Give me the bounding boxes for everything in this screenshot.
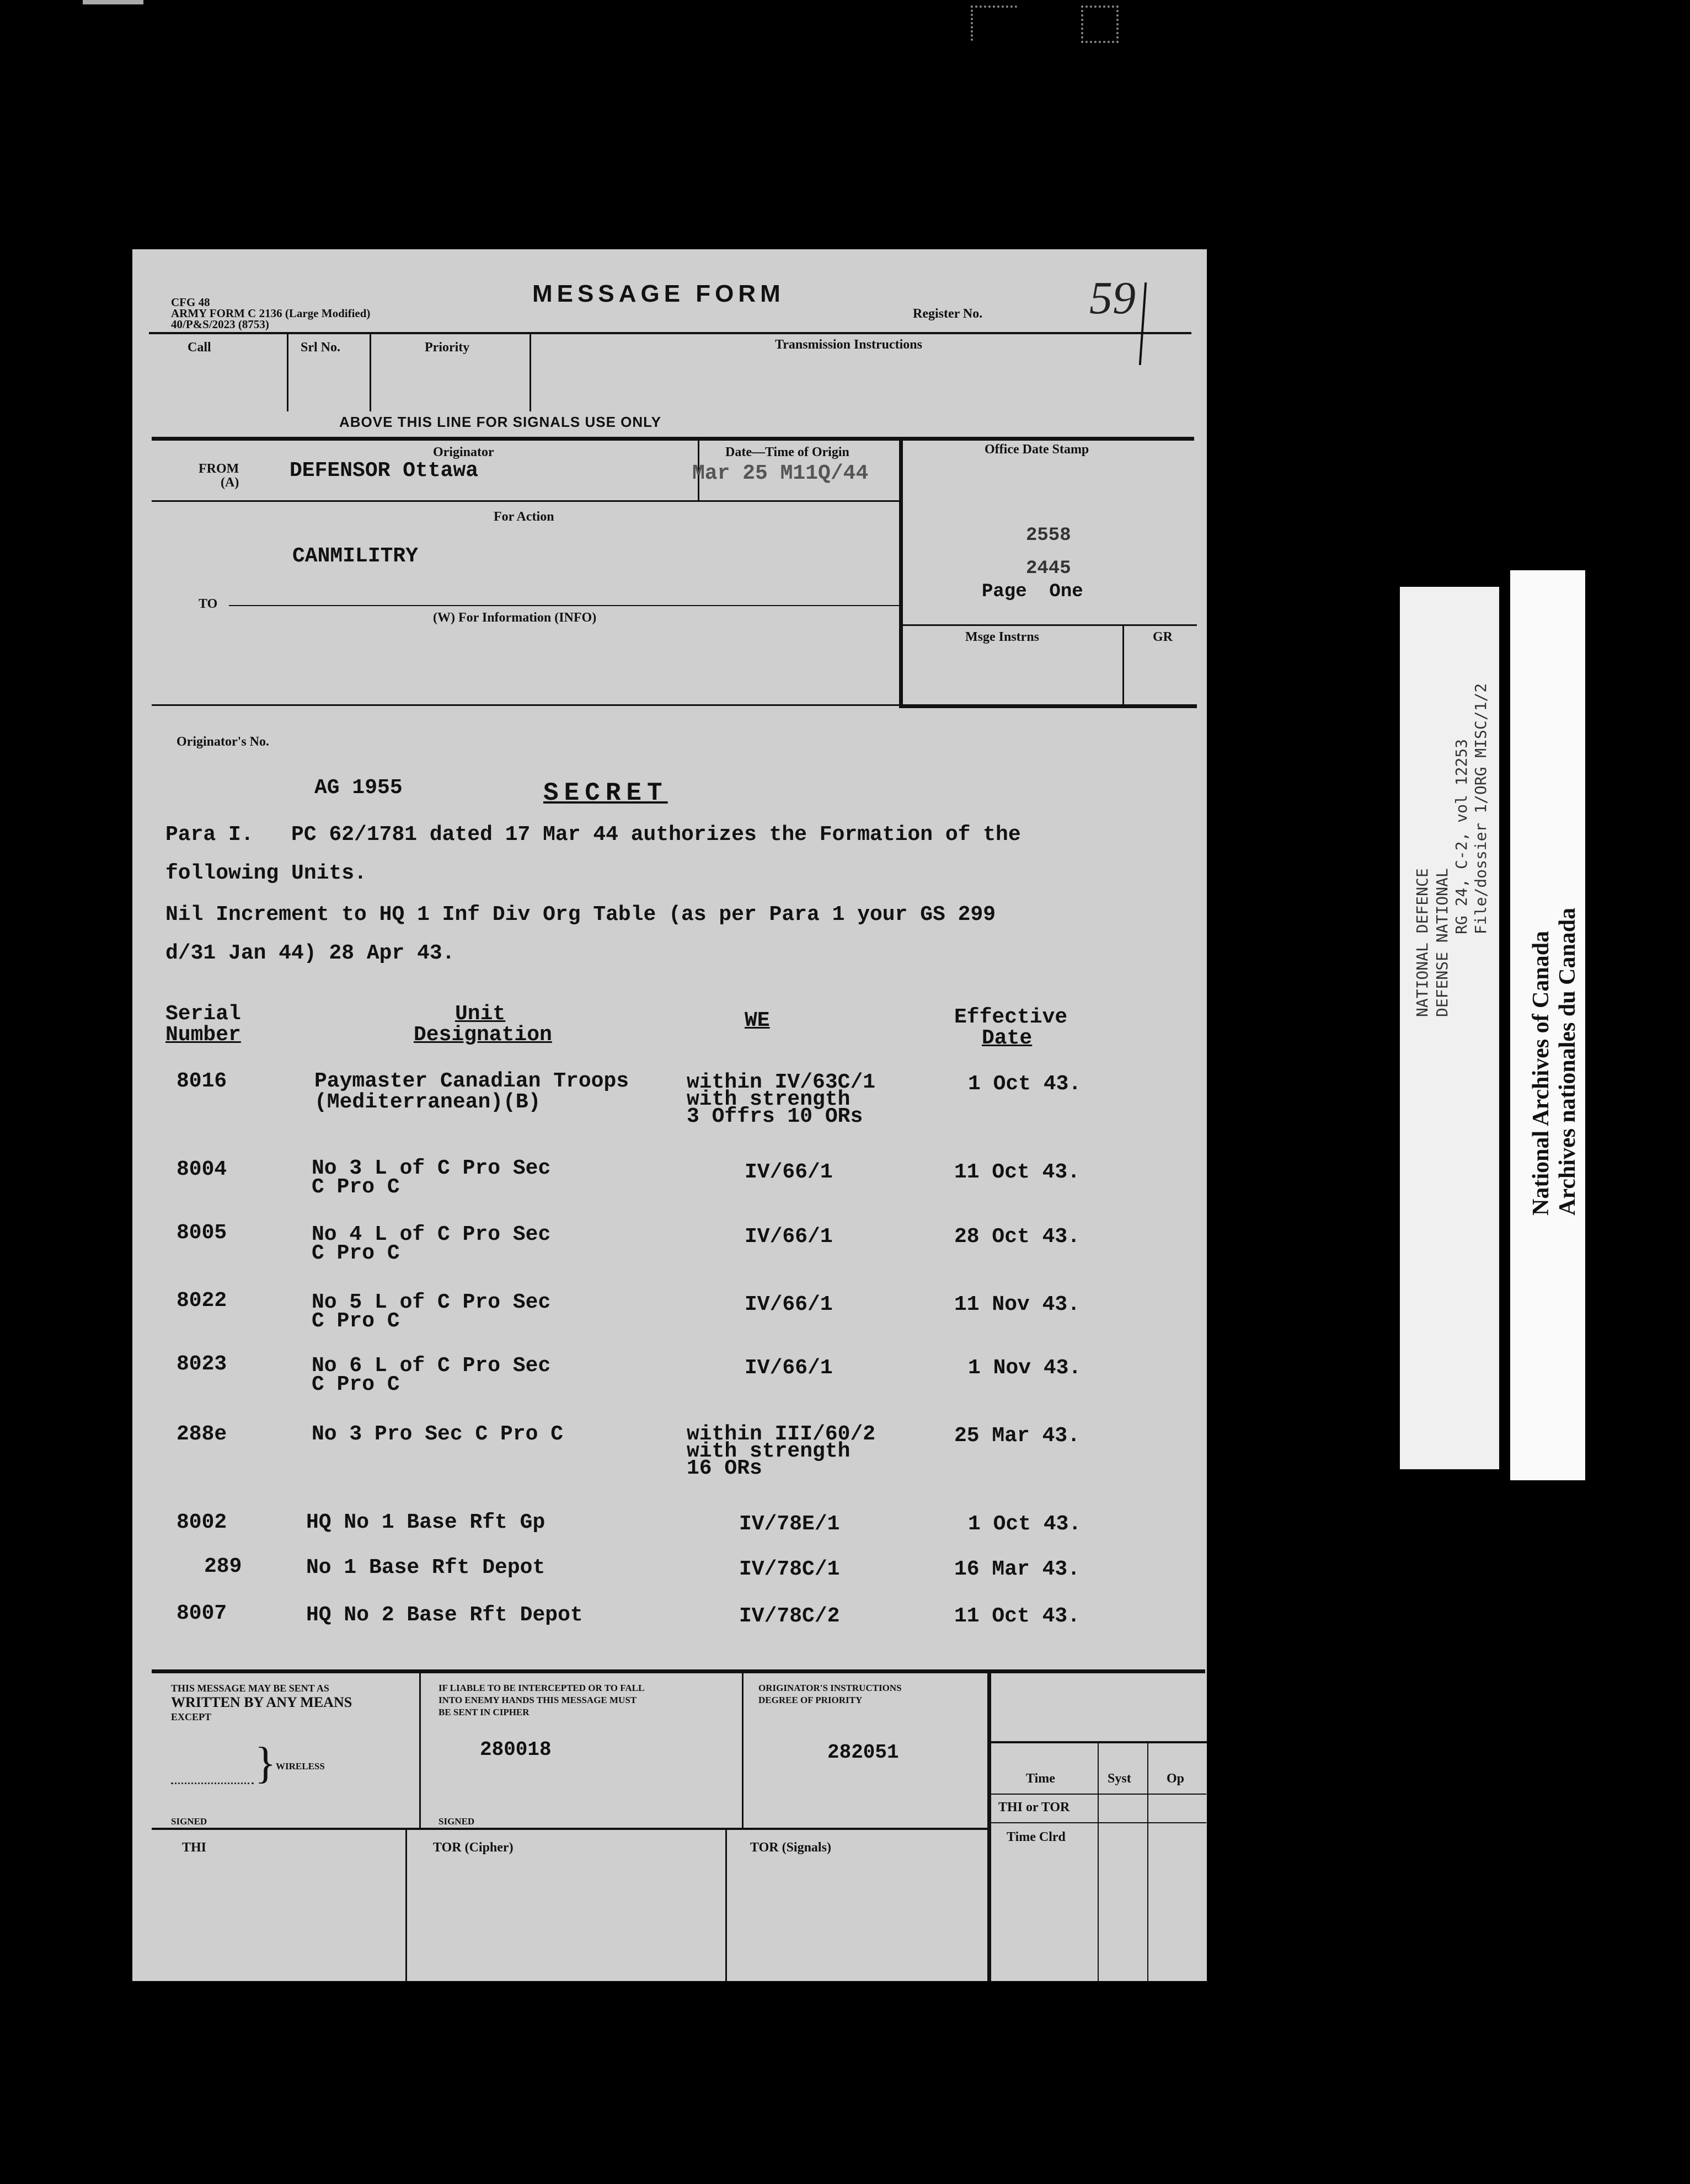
msge-rule xyxy=(899,624,1197,626)
info-label: (W) For Information (INFO) xyxy=(433,611,597,625)
form-code-2: ARMY FORM C 2136 (Large Modified) xyxy=(171,307,371,320)
cipher-text-2: INTO ENEMY HANDS THIS MESSAGE MUST xyxy=(438,1695,637,1705)
cell-unit: No 1 Base Rft Depot xyxy=(306,1556,545,1580)
cell-date: 11 Oct 43. xyxy=(954,1604,1081,1628)
cell-serial: 8022 xyxy=(177,1289,227,1313)
cell-unit: HQ No 1 Base Rft Gp xyxy=(306,1511,545,1534)
originator-label: Originator xyxy=(433,445,494,459)
message-ref: AG 1955 xyxy=(314,776,403,800)
orig-instructions-value: 282051 xyxy=(827,1741,899,1764)
top-edge-mark-left xyxy=(83,0,143,4)
time-box-divider-1 xyxy=(1098,1741,1099,1981)
wireless-label: WIRELESS xyxy=(276,1761,325,1771)
cipher-value: 280018 xyxy=(480,1738,552,1761)
cell-serial: 8023 xyxy=(177,1352,227,1376)
cell-unit: No 5 L of C Pro Sec C Pro C xyxy=(312,1291,551,1333)
header-we: WE xyxy=(745,1009,770,1032)
cell-we: IV/78C/1 xyxy=(739,1557,840,1581)
tor-divider-2 xyxy=(725,1830,727,1981)
header-serial-1: Serial xyxy=(165,1002,241,1026)
header-serial-2: Number xyxy=(165,1023,241,1047)
cell-we: IV/66/1 xyxy=(745,1160,833,1184)
call-label: Call xyxy=(188,340,211,355)
gr-divider xyxy=(1122,624,1124,707)
cell-serial: 8007 xyxy=(177,1602,227,1625)
defence-line-2: DEFENSE NATIONAL xyxy=(1433,868,1451,1017)
archive-ref-2: File/dossier 1/ORG MISC/1/2 xyxy=(1472,683,1490,934)
to-value: CANMILITRY xyxy=(292,544,419,568)
transmission-label: Transmission Instructions xyxy=(775,338,922,352)
header-unit-2: Designation xyxy=(414,1023,552,1047)
signals-divider-1 xyxy=(287,334,288,411)
footer-divider-1 xyxy=(419,1673,421,1828)
cell-date: 16 Mar 43. xyxy=(954,1557,1081,1581)
wireless-dotted-line xyxy=(171,1782,254,1784)
time-label: Time xyxy=(1026,1771,1055,1786)
tor-rule xyxy=(152,1828,990,1830)
header-unit-1: Unit xyxy=(455,1002,506,1026)
stamp-box-bottom xyxy=(899,704,1197,708)
cell-date: 11 Oct 43. xyxy=(954,1160,1081,1184)
cell-date: 11 Nov 43. xyxy=(954,1293,1081,1316)
cell-unit: No 4 L of C Pro Sec C Pro C xyxy=(312,1223,551,1265)
msge-instrns-label: Msge Instrns xyxy=(965,630,1040,644)
tor-divider-1 xyxy=(405,1830,407,1981)
to-box-rule xyxy=(152,704,899,706)
from-value: DEFENSOR Ottawa xyxy=(290,459,479,483)
cell-date: 1 Oct 43. xyxy=(968,1512,1082,1536)
form-title: MESSAGE FORM xyxy=(532,280,785,307)
cell-we: within III/60/2 with strength 16 ORs xyxy=(687,1422,876,1480)
sent-as-2: WRITTEN BY ANY MEANS xyxy=(171,1694,352,1710)
signed-label-1: SIGNED xyxy=(171,1816,207,1827)
defence-line-1: NATIONAL DEFENCE xyxy=(1413,868,1431,1017)
para-line-1: Para I. PC 62/1781 dated 17 Mar 44 authorizes the Formation of the xyxy=(165,823,1021,847)
from-rule xyxy=(152,500,899,502)
footer-heavy-rule xyxy=(152,1669,1205,1673)
stamp-page: Page One xyxy=(982,581,1083,602)
top-edge-dots xyxy=(971,6,1017,41)
priority-label: Priority xyxy=(425,340,470,355)
header-effective-1: Effective xyxy=(954,1005,1068,1029)
cell-we: IV/78E/1 xyxy=(739,1512,840,1536)
cell-date: 1 Nov 43. xyxy=(968,1356,1082,1380)
sent-as-3: EXCEPT xyxy=(171,1711,212,1722)
archives-en: National Archives of Canada xyxy=(1528,930,1554,1216)
cell-unit: HQ No 2 Base Rft Depot xyxy=(306,1603,583,1627)
office-stamp-label: Office Date Stamp xyxy=(985,442,1089,457)
cell-date: 1 Oct 43. xyxy=(968,1072,1082,1096)
cell-serial: 8004 xyxy=(177,1158,227,1181)
cell-we: IV/66/1 xyxy=(745,1293,833,1316)
time-clrd-label: Time Clrd xyxy=(1007,1830,1066,1844)
pen-stroke xyxy=(1139,282,1147,365)
stamp-number-1: 2558 xyxy=(1026,525,1071,546)
syst-label: Syst xyxy=(1108,1771,1131,1786)
message-form xyxy=(132,249,1207,1981)
cell-serial: 8005 xyxy=(177,1221,227,1245)
op-label: Op xyxy=(1167,1771,1185,1786)
cipher-text-1: IF LIABLE TO BE INTERCEPTED OR TO FALL xyxy=(438,1683,645,1693)
thi-label: THI xyxy=(182,1840,207,1855)
register-label: Register No. xyxy=(913,307,983,321)
cell-unit: No 3 L of C Pro Sec C Pro C xyxy=(312,1157,551,1199)
sent-as-1: THIS MESSAGE MAY BE SENT AS xyxy=(171,1683,329,1694)
archives-fr: Archives nationales du Canada xyxy=(1555,907,1580,1216)
cell-serial: 8016 xyxy=(177,1069,227,1093)
stamp-box-left xyxy=(899,437,903,707)
cell-we: IV/78C/2 xyxy=(739,1604,840,1628)
cell-serial: 8002 xyxy=(177,1511,227,1534)
to-label: TO xyxy=(199,597,218,611)
signals-divider-3 xyxy=(530,334,531,411)
cell-we: within IV/63C/1 with strength 3 Offrs 10 ORs xyxy=(687,1070,876,1128)
footer-divider-2 xyxy=(742,1673,744,1828)
form-code-1: CFG 48 xyxy=(171,296,210,309)
para-line-2: following Units. xyxy=(165,861,367,885)
orig-instructions-2: DEGREE OF PRIORITY xyxy=(758,1695,863,1705)
time-box-divider-2 xyxy=(1147,1741,1148,1981)
from-label: FROM xyxy=(199,462,239,476)
cell-we: IV/66/1 xyxy=(745,1356,833,1380)
srl-label: Srl No. xyxy=(301,340,340,355)
footer-divider-3 xyxy=(987,1673,991,1981)
originators-no-label: Originator's No. xyxy=(177,735,269,749)
for-action-label: For Action xyxy=(494,510,554,524)
time-box-rule-2 xyxy=(991,1822,1206,1823)
archive-label-card xyxy=(1400,587,1499,1469)
header-rule xyxy=(149,332,1191,334)
signals-divider-2 xyxy=(370,334,371,411)
cell-unit: No 6 L of C Pro Sec C Pro C xyxy=(312,1354,551,1396)
from-sub-label: (A) xyxy=(221,475,239,490)
time-box-top xyxy=(987,1741,1207,1743)
gr-label: GR xyxy=(1153,630,1173,644)
nil-line-1: Nil Increment to HQ 1 Inf Div Org Table (as per Para 1 your GS 299 xyxy=(165,903,996,927)
archives-canada-card xyxy=(1510,570,1585,1480)
cell-serial: 289 xyxy=(204,1555,242,1578)
form-code-3: 40/P&S/2023 (8753) xyxy=(171,318,269,331)
dto-label: Date—Time of Origin xyxy=(725,445,849,459)
cell-date: 25 Mar 43. xyxy=(954,1424,1081,1448)
archive-ref-1: RG 24, C-2, vol 12253 xyxy=(1452,738,1470,934)
signals-use-only: ABOVE THIS LINE FOR SIGNALS USE ONLY xyxy=(339,414,661,430)
cell-serial: 288e xyxy=(177,1422,227,1446)
stamp-number-2: 2445 xyxy=(1026,558,1071,579)
register-handwritten-number: 59 xyxy=(1089,272,1136,324)
to-rule xyxy=(229,605,899,606)
signed-label-2: SIGNED xyxy=(438,1816,475,1827)
cell-unit: No 3 Pro Sec C Pro C xyxy=(312,1422,564,1446)
orig-instructions-1: ORIGINATOR'S INSTRUCTIONS xyxy=(758,1683,902,1693)
cell-we: IV/66/1 xyxy=(745,1225,833,1249)
wireless-brace: } xyxy=(255,1739,276,1787)
message-classification: SECRET xyxy=(543,779,668,807)
top-edge-dots-2 xyxy=(1081,6,1119,43)
cell-unit: Paymaster Canadian Troops (Mediterranean)(B) xyxy=(314,1069,629,1114)
thi-tor-label: THI or TOR xyxy=(998,1800,1070,1814)
cipher-text-3: BE SENT IN CIPHER xyxy=(438,1707,530,1717)
dto-value: Mar 25 M11Q/44 xyxy=(692,462,869,485)
time-box-rule-1 xyxy=(991,1794,1206,1795)
header-effective-2: Date xyxy=(982,1026,1033,1050)
tor-cipher-label: TOR (Cipher) xyxy=(433,1840,514,1855)
signals-heavy-rule xyxy=(152,437,1194,441)
tor-signals-label: TOR (Signals) xyxy=(750,1840,831,1855)
nil-line-2: d/31 Jan 44) 28 Apr 43. xyxy=(165,941,455,965)
cell-date: 28 Oct 43. xyxy=(954,1225,1081,1249)
